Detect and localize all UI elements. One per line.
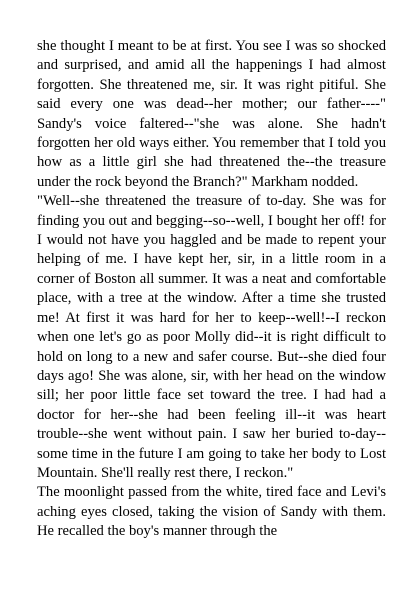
paragraph-1: she thought I meant to be at first. You see I was so shocked and surprised, and amid all the happenings I had almost forgotten. She threatened me, sir. It was right pitiful. She said every one was dead--her mother; our father----" Sandy's voice faltered--"she was alone. She hadn't forgotten her old ways either. You remember that I told you how as a little girl she had threatened the--the treasure under the rock beyond the Branch?" Markham nodded. (37, 38, 386, 190)
paragraph-2: "Well--she threatened the treasure of to-day. She was for finding you out and begging--so--well, I bought her off! for I would not have you haggled and be made to repent your helping of me. I have kept her, sir, in a little room in a corner of Boston all summer. It was a neat and comfortable place, with a tree at the window. After a time she trusted me! At first it was hard for her to keep--well!--I reckon when one let's go as poor Molly did--it is right difficult to hold on long to a new and safer course. But--she died four days ago! She was alone, sir, with her head on the window sill; her poor little face set toward the tree. I had had a doctor for her--she had been feeling ill--it was heart trouble--she went without pain. I saw her buried to-day--some time in the future I am going to take her body to Lost Mountain. She'll really rest there, I reckon." (37, 193, 386, 481)
paragraph-3: The moonlight passed from the white, tired face and Levi's aching eyes closed, taking the vision of Sandy with them. He recalled the boy's manner through the (37, 484, 386, 540)
